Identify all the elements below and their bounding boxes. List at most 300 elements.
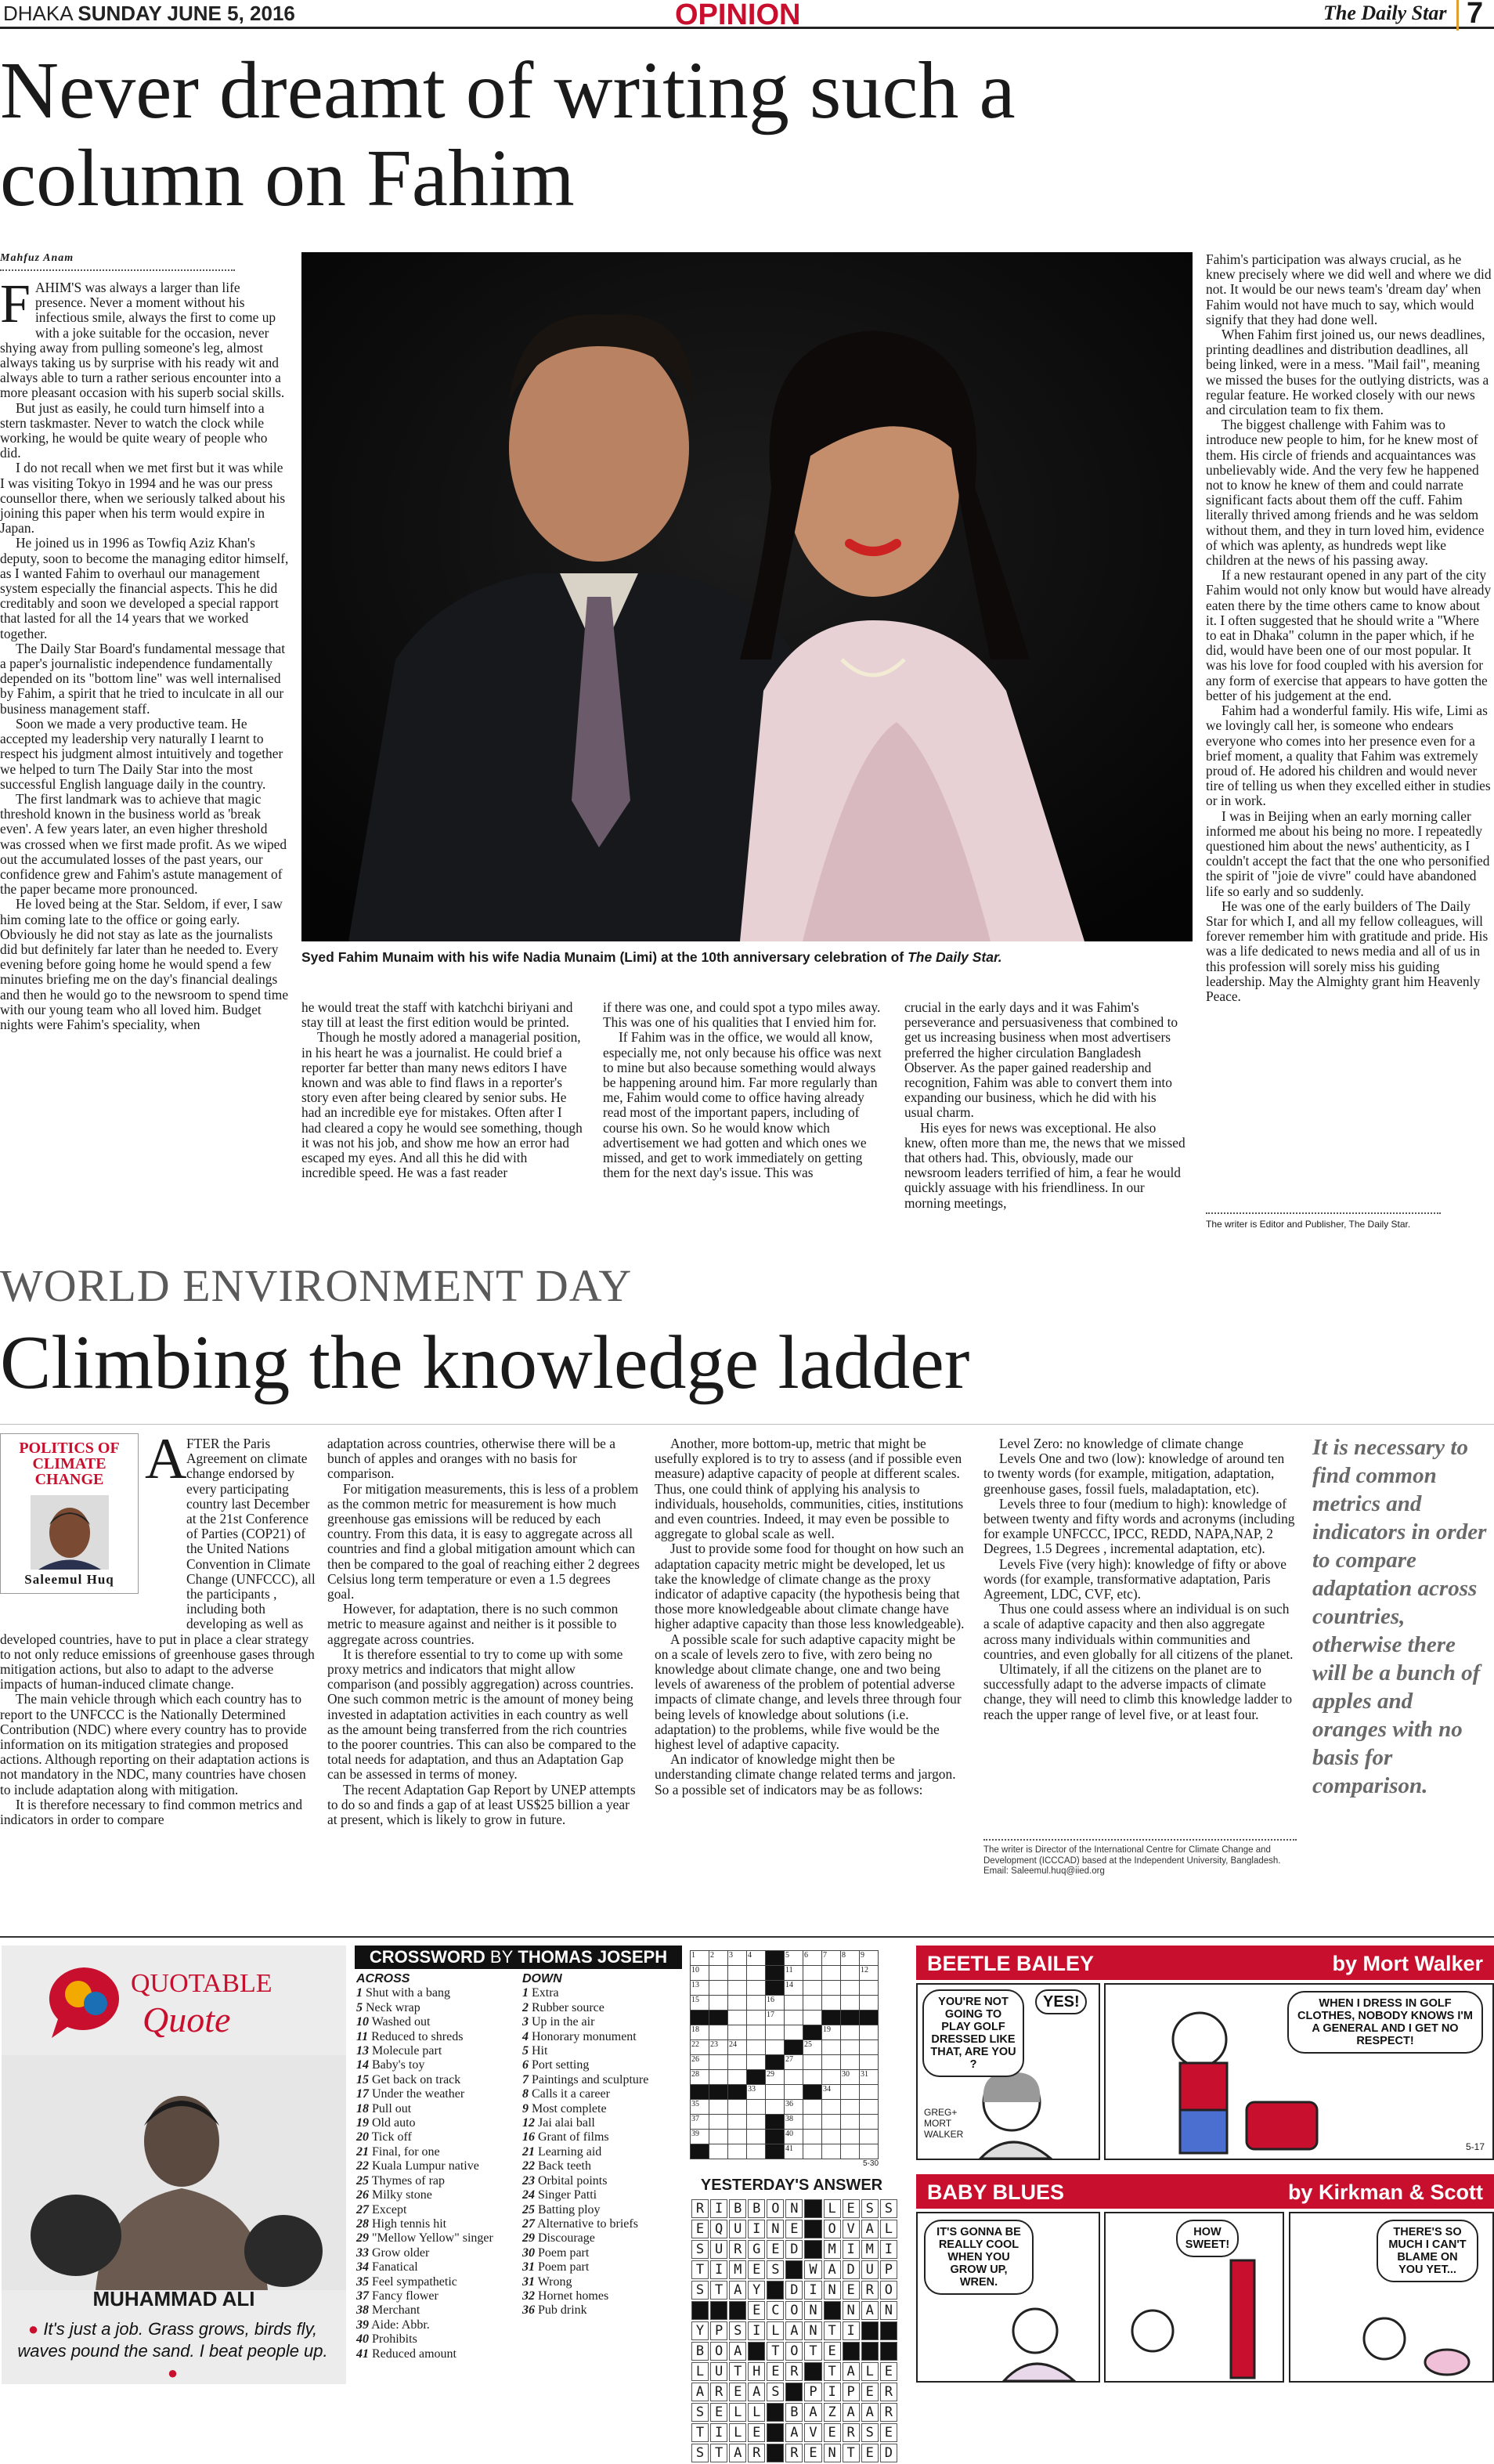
grid-cell[interactable] — [709, 2070, 728, 2085]
grid-cell[interactable]: 7 — [822, 1951, 841, 1966]
across-label: ACROSS — [356, 1972, 410, 1985]
answer-cell: E — [861, 2383, 879, 2401]
grid-cell[interactable] — [822, 2040, 841, 2055]
grid-cell[interactable]: 4 — [747, 1951, 766, 1966]
grid-cell[interactable]: 38 — [785, 2115, 803, 2130]
clue-text: Feel sympathetic — [369, 2274, 457, 2289]
grid-cell[interactable]: 37 — [691, 2115, 709, 2130]
grid-cell[interactable] — [747, 2055, 766, 2070]
clue-text: Fanatical — [369, 2260, 418, 2274]
grid-cell[interactable] — [822, 1966, 841, 1981]
answer-cell: M — [861, 2240, 879, 2259]
clue-text: Jai alai ball — [535, 2116, 595, 2130]
paragraph: If Fahim was in the office, we would all know, especially me, not only because his office was next to mine but also because something would always be happening around him. Far more regularly than me, Fahim would come to office having already read most of the important papers, including of course his own. So he would know which advertisement we had gotten and which ones we missed, and get to work immediately on getting them for the next day's issue. This was — [603, 1029, 882, 1181]
grid-block[interactable] — [709, 2011, 728, 2025]
answer-cell: V — [804, 2423, 821, 2442]
crossword-clue — [356, 2159, 521, 2173]
grid-cell[interactable] — [803, 2011, 822, 2025]
grid-cell[interactable] — [728, 2144, 747, 2159]
grid-block[interactable] — [766, 1981, 785, 1996]
crossword-title — [355, 1946, 682, 1969]
grid-cell[interactable] — [822, 2100, 841, 2115]
divider-bottom — [0, 1936, 1494, 1938]
clue-number: 25 — [356, 2173, 369, 2188]
down-list — [522, 1986, 683, 2318]
grid-cell[interactable] — [766, 2040, 785, 2055]
kicker-world-environment-day: WORLD ENVIRONMENT DAY — [0, 1260, 633, 1311]
grid-cell[interactable] — [766, 2100, 785, 2115]
answer-cell: Y — [748, 2281, 765, 2300]
grid-cell[interactable]: 31 — [860, 2070, 879, 2085]
beetle-bubble-1: YOU'RE NOT GOING TO PLAY GOLF DRESSED LIKE THAT, ARE YOU ? — [922, 1989, 1024, 2077]
grid-cell[interactable] — [747, 2130, 766, 2144]
answer-cell: T — [804, 2342, 821, 2361]
clue-number: 14 — [356, 2058, 369, 2072]
grid-cell[interactable] — [841, 2144, 860, 2159]
grid-cell[interactable] — [728, 1966, 747, 1981]
paragraph: Another, more bottom-up, metric that might be usefully explored is to try to assess (and if possible even measure) adaptive capacity of people at different scales. Thus, one could think of applying his analysis to individuals, households, communities, cities, institutions and even countries. Indeed, it may even be possible to aggregate to global scale as well. — [655, 1436, 964, 1542]
clue-text: Merchant — [369, 2303, 420, 2318]
grid-cell[interactable] — [785, 2070, 803, 2085]
clue-number: 8 — [522, 2087, 529, 2101]
clue-number: 37 — [356, 2289, 369, 2303]
answer-cell: E — [767, 2362, 784, 2381]
grid-cell[interactable]: 15 — [691, 1996, 709, 2011]
paragraph: If a new restaurant opened in any part of the city Fahim would not only know but would have already eaten there by the time others came to know about it. I often suggested that he should write a "Where to eat in Dhaka" column in the paper which, if he did, would have been one of our most popular. It was his love for food coupled with his aversion for any form of exercise that appears to have gotten the better of his judgement at the end. — [1206, 567, 1492, 703]
clue-number: 28 — [356, 2217, 369, 2231]
photo-illustration — [301, 252, 1193, 941]
grid-block[interactable] — [691, 2085, 709, 2100]
answer-cell: A — [843, 2403, 860, 2422]
grid-block[interactable] — [785, 2040, 803, 2055]
grid-block[interactable] — [766, 1951, 785, 1966]
across-clues — [356, 1972, 521, 2361]
grid-cell[interactable]: 13 — [691, 1981, 709, 1996]
grid-cell[interactable]: 22 — [691, 2040, 709, 2055]
answer-cell: L — [861, 2362, 879, 2381]
grid-cell[interactable] — [709, 2130, 728, 2144]
grid-cell[interactable] — [747, 2040, 766, 2055]
clue-number: 21 — [356, 2144, 369, 2159]
crossword-clue — [356, 2087, 521, 2101]
crossword-clue — [522, 2145, 683, 2159]
grid-cell[interactable] — [709, 2144, 728, 2159]
grid-cell[interactable] — [785, 2011, 803, 2025]
grid-cell[interactable] — [822, 1996, 841, 2011]
paragraph: Just to provide some food for thought on how such an adaptation capacity metric might be developed, let us take the knowledge of climate change as the proxy indicator of adaptive capacity (the hypothesis being that those more knowledgeable about climate change have higher adaptive capacity than those less knowledgeable). — [655, 1541, 965, 1632]
article1-col3-body — [603, 1000, 886, 1180]
answer-cell: I — [804, 2281, 821, 2300]
grid-cell[interactable] — [747, 2115, 766, 2130]
grid-block[interactable] — [766, 2055, 785, 2070]
grid-block[interactable] — [766, 1966, 785, 1981]
dateline — [3, 2, 295, 26]
clue-text: Grant of films — [535, 2130, 609, 2144]
grid-cell[interactable] — [822, 2144, 841, 2159]
answer-cell: E — [748, 2260, 765, 2279]
paragraph: Ultimately, if all the citizens on the planet are to successfully adapt to the adverse impacts of climate change, they will need to climb this knowledge ladder to reach the upper range of level five, or at least four. — [983, 1661, 1293, 1722]
grid-cell[interactable] — [860, 2025, 879, 2040]
clue-text: Reduced to shreds — [368, 2029, 464, 2043]
crossword-clue — [356, 2347, 521, 2361]
answer-cell: T — [767, 2342, 784, 2361]
baby-blues-header — [916, 2174, 1494, 2209]
answer-cell: N — [767, 2220, 784, 2238]
answer-cell: E — [710, 2403, 727, 2422]
grid-cell[interactable] — [747, 1981, 766, 1996]
answer-cell: L — [691, 2362, 709, 2381]
beetle-panel-1 — [916, 1983, 1100, 2160]
grid-cell[interactable]: 12 — [860, 1966, 879, 1981]
grid-cell[interactable] — [803, 2070, 822, 2085]
grid-cell[interactable] — [766, 2085, 785, 2100]
grid-cell[interactable]: 1 — [691, 1951, 709, 1966]
answer-cell: G — [748, 2240, 765, 2259]
grid-cell[interactable] — [841, 2055, 860, 2070]
answer-cell: O — [767, 2199, 784, 2218]
grid-cell[interactable] — [728, 2025, 747, 2040]
grid-cell[interactable] — [728, 2100, 747, 2115]
article2-column-3 — [655, 1436, 968, 1797]
grid-cell[interactable]: 35 — [691, 2100, 709, 2115]
grid-cell[interactable] — [709, 2025, 728, 2040]
grid-cell[interactable] — [803, 2130, 822, 2144]
grid-cell[interactable] — [803, 1981, 822, 1996]
clue-number: 32 — [522, 2289, 535, 2303]
grid-block[interactable] — [860, 2011, 879, 2025]
grid-cell[interactable] — [822, 2070, 841, 2085]
crossword-clue — [356, 2102, 521, 2116]
answer-cell: E — [880, 2423, 897, 2442]
grid-block[interactable] — [747, 2070, 766, 2085]
grid-cell[interactable] — [728, 1981, 747, 1996]
footnote-text: The writer is Director of the International Centre for Climate Change and Development (ICCCAD) based at the Independent University, Bangladesh. — [983, 1845, 1281, 1866]
grid-cell[interactable]: 26 — [691, 2055, 709, 2070]
beetle-bailey-author: by Mort Walker — [1332, 1952, 1483, 1975]
grid-cell[interactable] — [841, 2040, 860, 2055]
baby-blues-panel-3 — [1289, 2212, 1494, 2383]
grid-cell[interactable] — [860, 2055, 879, 2070]
crossword-by: BY — [489, 1947, 514, 1967]
paragraph: crucial in the early days and it was Fahim's perseverance and persuasiveness that combined to get us increasing business when most advertisers preferred the higher circulation Bangladesh Observer. As the paper gained readership and recognition, Fahim was able to convert them into expanding our business, which he did with his usual charm. — [904, 999, 1178, 1121]
answer-cell: E — [824, 2423, 841, 2442]
answer-cell: P — [843, 2383, 860, 2401]
grid-cell[interactable]: 25 — [803, 2040, 822, 2055]
grid-cell[interactable] — [860, 2130, 879, 2144]
grid-cell[interactable] — [822, 1981, 841, 1996]
grid-cell[interactable] — [803, 2100, 822, 2115]
grid-cell[interactable] — [728, 1996, 747, 2011]
grid-cell[interactable]: 33 — [747, 2085, 766, 2100]
crossword-clue — [522, 2073, 683, 2087]
answer-cell: W — [804, 2260, 821, 2279]
grid-cell[interactable] — [785, 2025, 803, 2040]
paragraph: Though he mostly adored a managerial position, in his heart he was a journalist. He could brief a reporter far better than many news editors I have known and was able to find flaws in a reporter's story even after being cleared by senior subs. He had an incredible eye for mistakes. Often after I had cleared a copy he would see something, though it was not his job, and show me how an error had escaped my eyes. And all this he did with incredible speed. He was a fast reader — [301, 1029, 583, 1181]
answer-cell: N — [804, 2301, 821, 2320]
crossword-clue — [522, 2159, 683, 2173]
answer-cell: A — [785, 2423, 803, 2442]
clue-text: Tick off — [369, 2130, 412, 2144]
headline-knowledge-ladder: Climbing the knowledge ladder — [0, 1321, 970, 1405]
grid-footer: 5-30 — [862, 2159, 879, 2168]
crossword-clue — [522, 2044, 683, 2058]
article2-column-2 — [327, 1436, 641, 1827]
grid-cell[interactable] — [709, 2115, 728, 2130]
grid-cell[interactable]: 30 — [841, 2070, 860, 2085]
clue-number: 21 — [522, 2144, 535, 2159]
answer-grid — [690, 2198, 899, 2464]
grid-cell[interactable] — [841, 2025, 860, 2040]
answer-block — [785, 2260, 803, 2279]
answer-cell: D — [785, 2281, 803, 2300]
answer-cell: I — [824, 2383, 841, 2401]
grid-cell[interactable]: 39 — [691, 2130, 709, 2144]
grid-cell[interactable] — [822, 2055, 841, 2070]
grid-block[interactable] — [691, 2144, 709, 2159]
grid-block[interactable] — [803, 2085, 822, 2100]
grid-cell[interactable]: 18 — [691, 2025, 709, 2040]
clue-text: Get back on track — [369, 2072, 461, 2086]
answer-cell: E — [804, 2444, 821, 2462]
grid-cell[interactable] — [822, 2130, 841, 2144]
paragraph: It is therefore essential to try to come up with some proxy metrics and indicators that might allow comparison (and possibly aggregation) across countries. One such common metric is the amount of money being invested in adaptation activities in each country as well as the amount being transferred from the rich countries to the poorer countries. This can also be compared to the total needs for adaptation, and thus an Adaptation Gap can be assessed in terms of money. — [327, 1646, 637, 1783]
crossword-clue — [522, 2058, 683, 2072]
answer-cell: C — [767, 2301, 784, 2320]
grid-block[interactable] — [822, 2011, 841, 2025]
clue-number: 17 — [356, 2087, 369, 2101]
grid-cell[interactable]: 14 — [785, 1981, 803, 1996]
paragraph: It is therefore necessary to find common metrics and indicators in order to compare — [0, 1796, 303, 1828]
grid-cell[interactable] — [860, 2144, 879, 2159]
crossword-clue — [356, 2044, 521, 2058]
grid-cell[interactable] — [803, 2144, 822, 2159]
grid-cell[interactable] — [709, 1996, 728, 2011]
answer-cell: L — [767, 2321, 784, 2340]
clue-text: Final, for one — [369, 2144, 440, 2159]
grid-cell[interactable] — [860, 1996, 879, 2011]
across-list — [356, 1986, 521, 2361]
footnote-rule — [1206, 1212, 1441, 1214]
crossword-clue — [522, 2030, 683, 2044]
grid-cell[interactable] — [728, 2130, 747, 2144]
grid-cell[interactable] — [803, 2055, 822, 2070]
grid-block[interactable] — [766, 2144, 785, 2159]
grid-cell[interactable]: 40 — [785, 2130, 803, 2144]
crossword-clue — [356, 2217, 521, 2231]
grid-cell[interactable] — [728, 2055, 747, 2070]
grid-cell[interactable]: 6 — [803, 1951, 822, 1966]
down-label: DOWN — [522, 1972, 562, 1985]
clue-number: 33 — [356, 2245, 369, 2260]
grid-cell[interactable] — [709, 1981, 728, 1996]
grid-cell[interactable] — [747, 2144, 766, 2159]
clue-text: Thymes of rap — [369, 2173, 446, 2188]
answer-cell: A — [691, 2383, 709, 2401]
grid-cell[interactable] — [747, 2011, 766, 2025]
grid-cell[interactable] — [860, 2040, 879, 2055]
grid-cell[interactable] — [841, 1966, 860, 1981]
grid-block[interactable] — [841, 2011, 860, 2025]
grid-cell[interactable] — [709, 2100, 728, 2115]
crossword-grid-table — [690, 1950, 879, 2159]
answer-block — [804, 2362, 821, 2381]
grid-cell[interactable]: 2 — [709, 1951, 728, 1966]
grid-cell[interactable] — [822, 2115, 841, 2130]
article2-col4-body — [983, 1436, 1297, 1722]
grid-cell[interactable] — [747, 1966, 766, 1981]
clue-text: Wrong — [535, 2274, 572, 2289]
clue-text: Port setting — [529, 2058, 590, 2072]
grid-cell[interactable]: 41 — [785, 2144, 803, 2159]
crossword-clue — [522, 2246, 683, 2260]
article1-column-4 — [904, 1000, 1188, 1211]
answer-cell: S — [861, 2199, 879, 2218]
answer-cell: E — [729, 2383, 746, 2401]
grid-cell[interactable] — [841, 2115, 860, 2130]
grid-cell[interactable] — [841, 1996, 860, 2011]
answer-cell: S — [880, 2199, 897, 2218]
grid-cell[interactable] — [728, 2115, 747, 2130]
crossword-clue — [356, 2145, 521, 2159]
grid-cell[interactable]: 5 — [785, 1951, 803, 1966]
paragraph: Fahim's participation was always crucial, as he knew precisely where we did well and where we did not. It would be our news team's 'dream day' when Fahim would not have much to say, which would signify that they had done well. — [1206, 251, 1492, 327]
grid-cell[interactable] — [841, 2100, 860, 2115]
grid-cell[interactable]: 34 — [822, 2085, 841, 2100]
grid-cell[interactable]: 8 — [841, 1951, 860, 1966]
grid-cell[interactable] — [803, 1996, 822, 2011]
grid-cell[interactable]: 9 — [860, 1951, 879, 1966]
answer-cell: P — [880, 2260, 897, 2279]
answer-cell: V — [843, 2220, 860, 2238]
grid-cell[interactable] — [860, 2115, 879, 2130]
answer-cell: A — [861, 2220, 879, 2238]
crossword-clue — [356, 2058, 521, 2072]
grid-cell[interactable] — [841, 1981, 860, 1996]
answer-cell: A — [861, 2403, 879, 2422]
section-title: OPINION — [675, 0, 801, 31]
answer-block — [861, 2321, 879, 2340]
clue-text: Milky stone — [369, 2188, 432, 2202]
comics-section — [916, 1946, 1494, 2384]
grid-block[interactable] — [728, 2085, 747, 2100]
clue-number: 41 — [356, 2347, 369, 2361]
grid-cell[interactable] — [728, 2070, 747, 2085]
photo-caption — [301, 949, 1002, 966]
grid-cell[interactable] — [860, 2100, 879, 2115]
grid-cell[interactable] — [747, 2025, 766, 2040]
answer-cell: O — [710, 2342, 727, 2361]
grid-cell[interactable]: 19 — [822, 2025, 841, 2040]
answer-cell: S — [691, 2403, 709, 2422]
grid-block[interactable] — [766, 2130, 785, 2144]
grid-cell[interactable]: 16 — [766, 1996, 785, 2011]
grid-cell[interactable]: 3 — [728, 1951, 747, 1966]
clue-number: 25 — [522, 2202, 535, 2217]
answer-cell: R — [785, 2362, 803, 2381]
page-number: 7 — [1456, 0, 1483, 31]
crossword-clue — [356, 2030, 521, 2044]
beetle-date: 5-17 — [1465, 2141, 1485, 2152]
grid-block[interactable] — [803, 2025, 822, 2040]
grid-cell[interactable]: 36 — [785, 2100, 803, 2115]
answer-cell: A — [748, 2383, 765, 2401]
paragraph: Level Zero: no knowledge of climate change — [999, 1436, 1243, 1451]
clue-text: Pull out — [369, 2101, 412, 2115]
beetle-bubble-3: WHEN I DRESS IN GOLF CLOTHES, NOBODY KNOWS I'M A GENERAL AND I GET NO RESPECT! — [1287, 1991, 1483, 2054]
answer-block — [861, 2342, 879, 2361]
column-label: POLITICS OF CLIMATE CHANGE — [19, 1440, 120, 1488]
grid-cell[interactable] — [860, 1981, 879, 1996]
grid-cell[interactable] — [709, 1966, 728, 1981]
grid-block[interactable] — [709, 2085, 728, 2100]
grid-block[interactable] — [766, 2115, 785, 2130]
article2-footnote — [983, 1845, 1297, 1877]
clue-text: Prohibits — [369, 2332, 417, 2347]
grid-cell[interactable] — [785, 2085, 803, 2100]
clue-text: Rubber source — [529, 2000, 604, 2014]
clue-text: Kuala Lumpur native — [369, 2159, 479, 2173]
answer-cell: S — [691, 2240, 709, 2259]
clue-text: Batting ploy — [535, 2202, 601, 2217]
grid-block[interactable] — [691, 2011, 709, 2025]
answer-cell: T — [729, 2362, 746, 2381]
grid-cell[interactable]: 27 — [785, 2055, 803, 2070]
answer-cell: O — [824, 2220, 841, 2238]
clue-number: 19 — [356, 2116, 369, 2130]
clue-text: Poem part — [535, 2260, 590, 2274]
caption-text: Syed Fahim Munaim with his wife Nadia Munaim (Limi) at the 10th anniversary celebration of — [301, 949, 904, 965]
grid-cell[interactable] — [747, 2100, 766, 2115]
crossword-clue — [522, 2087, 683, 2101]
clue-text: Most complete — [529, 2101, 607, 2115]
grid-cell[interactable]: 28 — [691, 2070, 709, 2085]
grid-cell[interactable] — [709, 2055, 728, 2070]
grid-cell[interactable]: 11 — [785, 1966, 803, 1981]
answer-cell: E — [785, 2220, 803, 2238]
crossword-clue — [522, 1986, 683, 2000]
grid-cell[interactable] — [803, 2115, 822, 2130]
clue-text: High tennis hit — [369, 2217, 447, 2231]
grid-cell[interactable]: 10 — [691, 1966, 709, 1981]
grid-cell[interactable]: 23 — [709, 2040, 728, 2055]
grid-cell[interactable]: 29 — [766, 2070, 785, 2085]
clue-text: "Mellow Yellow" singer — [369, 2231, 493, 2245]
paragraph: he would treat the staff with katchchi biriyani and stay till at least the first edition would be printed. — [301, 999, 573, 1031]
answer-cell: B — [729, 2199, 746, 2218]
paragraph: Levels Five (very high): knowledge of fifty or above words (for example, transformative adaptation, Paris Agreement, LDC, CVF, etc). — [983, 1555, 1287, 1602]
baby-blues-bubble-1: IT'S GONNA BE REALLY COOL WHEN YOU GROW UP, WREN. — [924, 2220, 1034, 2295]
crossword-clue — [356, 2073, 521, 2087]
grid-cell[interactable] — [860, 2085, 879, 2100]
beetle-bailey-title: BEETLE BAILEY — [927, 1952, 1095, 1975]
grid-cell[interactable] — [841, 2085, 860, 2100]
grid-cell[interactable] — [785, 1996, 803, 2011]
grid-cell[interactable]: 17 — [766, 2011, 785, 2025]
paragraph: The recent Adaptation Gap Report by UNEP attempts to do so and finds a gap of at least US$25 billion a year at present, which is likely to grow in future. — [327, 1781, 636, 1828]
grid-cell[interactable] — [728, 2011, 747, 2025]
grid-cell[interactable] — [766, 2025, 785, 2040]
clue-text: Shut with a bang — [363, 1986, 450, 2000]
clue-text: Honorary monument — [529, 2029, 637, 2043]
grid-cell[interactable] — [803, 1966, 822, 1981]
grid-cell[interactable] — [747, 1996, 766, 2011]
clue-text: Baby's toy — [369, 2058, 425, 2072]
grid-cell[interactable] — [841, 2130, 860, 2144]
answer-cell: S — [861, 2423, 879, 2442]
answer-cell: N — [785, 2199, 803, 2218]
grid-cell[interactable]: 24 — [728, 2040, 747, 2055]
clue-number: 12 — [522, 2116, 535, 2130]
